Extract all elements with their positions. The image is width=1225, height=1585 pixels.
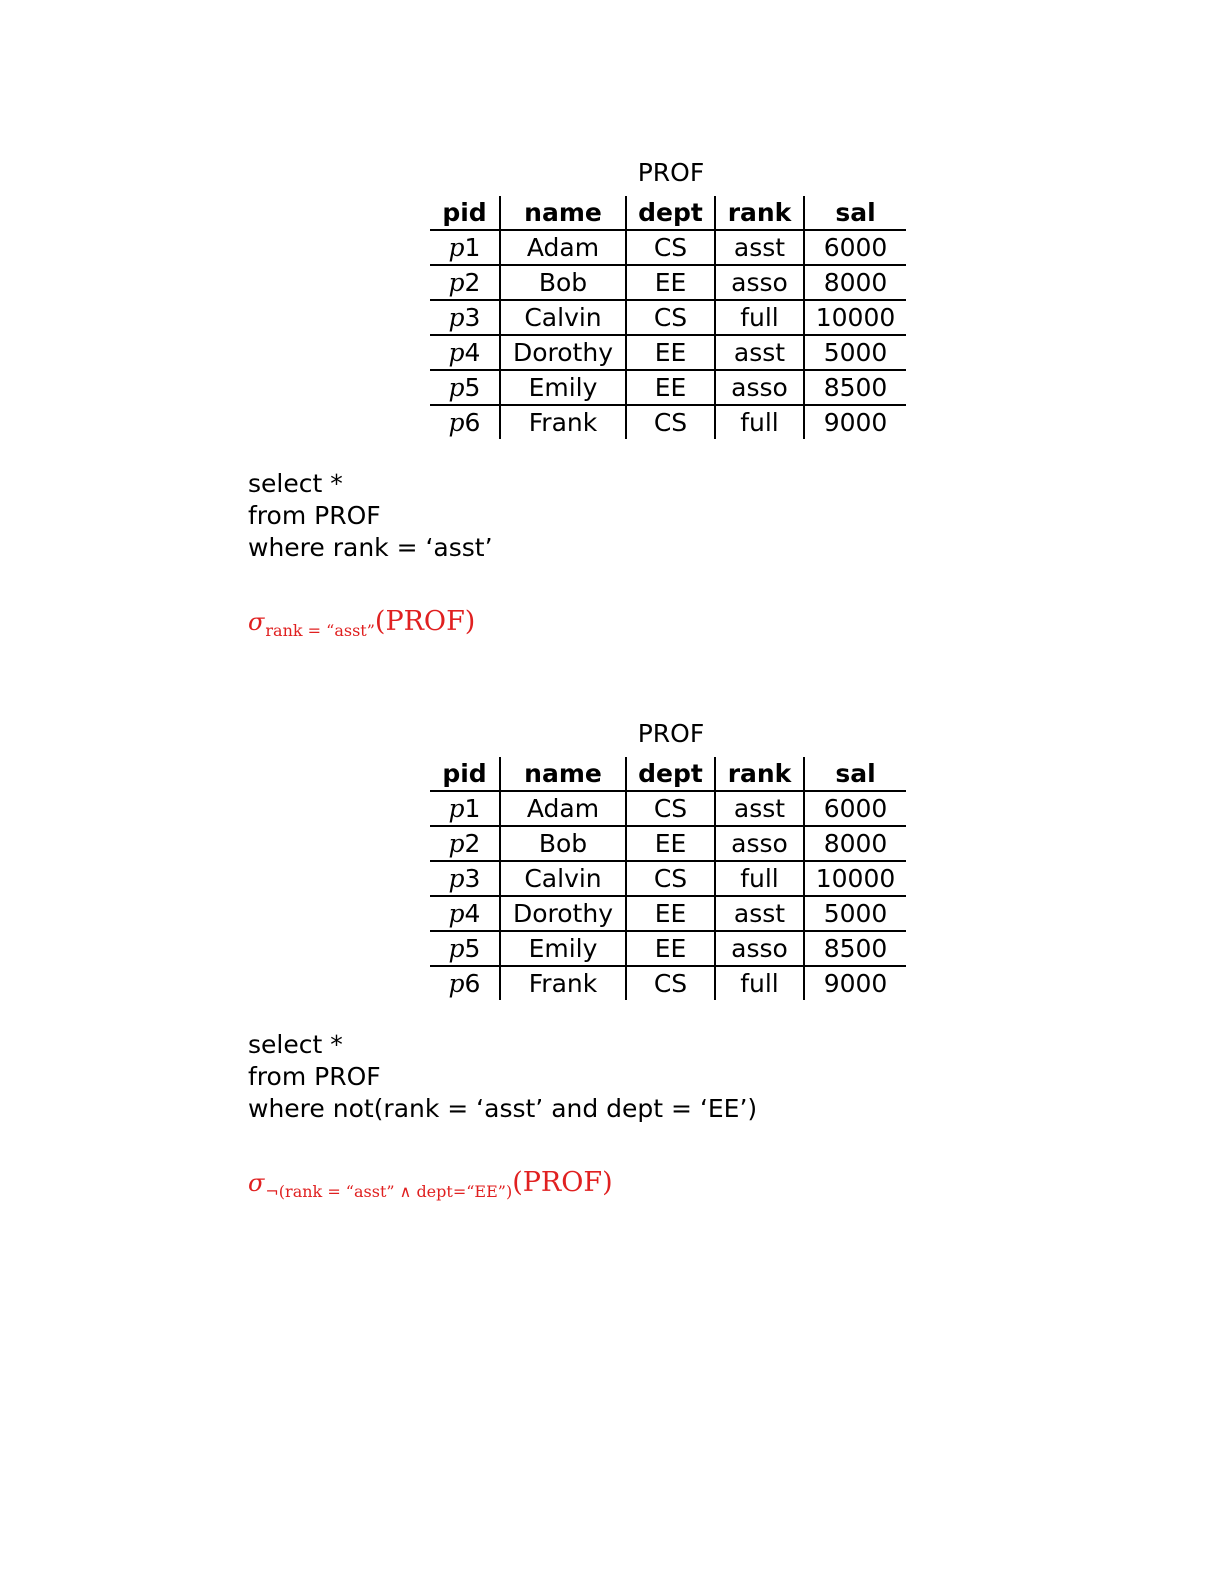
cell-name: Adam (500, 791, 626, 826)
pid-prefix: p (448, 233, 465, 262)
selection-condition: ¬(rank = “asst” ∧ dept=“EE”) (265, 1182, 513, 1201)
cell-rank: full (715, 405, 804, 439)
cell-name: Bob (500, 826, 626, 861)
pid-prefix: p (448, 864, 465, 893)
sigma-symbol: σ (248, 608, 265, 636)
cell-dept: CS (626, 791, 715, 826)
cell-dept: CS (626, 405, 715, 439)
table-body (430, 791, 906, 1000)
selection-condition: rank = “asst” (265, 621, 375, 640)
cell-pid: p4 (430, 335, 500, 370)
cell-name: Frank (500, 966, 626, 1000)
table-row (430, 826, 906, 861)
pid-prefix: p (448, 829, 465, 858)
sql-query (248, 468, 493, 564)
sql-line: from PROF (248, 501, 381, 530)
pid-prefix: p (448, 899, 465, 928)
cell-name: Dorothy (500, 335, 626, 370)
cell-rank: full (715, 861, 804, 896)
cell-name: Calvin (500, 861, 626, 896)
table-row (430, 300, 906, 335)
col-header-sal: sal (804, 196, 906, 230)
cell-rank: full (715, 300, 804, 335)
table-row (430, 966, 906, 1000)
cell-rank: asst (715, 335, 804, 370)
col-header-sal: sal (804, 757, 906, 791)
relational-algebra-expression (248, 1167, 613, 1201)
cell-dept: EE (626, 896, 715, 931)
table-header-row (430, 757, 906, 791)
col-header-pid: pid (430, 196, 500, 230)
cell-dept: CS (626, 861, 715, 896)
cell-dept: EE (626, 335, 715, 370)
col-header-name: name (500, 757, 626, 791)
cell-sal: 9000 (804, 966, 906, 1000)
sql-line: select * (248, 469, 343, 498)
cell-dept: EE (626, 931, 715, 966)
table-title: PROF (637, 158, 705, 187)
cell-dept: EE (626, 265, 715, 300)
cell-sal: 6000 (804, 230, 906, 265)
sigma-symbol: σ (248, 1169, 265, 1197)
cell-sal: 8500 (804, 931, 906, 966)
cell-rank: asso (715, 265, 804, 300)
relational-algebra-expression (248, 606, 476, 640)
sql-line: from PROF (248, 1062, 381, 1091)
pid-prefix: p (448, 338, 465, 367)
table-title: PROF (637, 719, 705, 748)
cell-name: Emily (500, 931, 626, 966)
prof-table (430, 757, 906, 1000)
cell-name: Adam (500, 230, 626, 265)
pid-prefix: p (448, 969, 465, 998)
cell-dept: CS (626, 966, 715, 1000)
cell-sal: 10000 (804, 300, 906, 335)
cell-sal: 8000 (804, 826, 906, 861)
cell-name: Calvin (500, 300, 626, 335)
cell-sal: 8000 (804, 265, 906, 300)
cell-dept: CS (626, 300, 715, 335)
pid-prefix: p (448, 373, 465, 402)
cell-sal: 5000 (804, 896, 906, 931)
col-header-dept: dept (626, 757, 715, 791)
cell-pid: p2 (430, 265, 500, 300)
sql-line: where not(rank = ‘asst’ and dept = ‘EE’) (248, 1094, 758, 1123)
table-row (430, 335, 906, 370)
cell-sal: 9000 (804, 405, 906, 439)
cell-name: Frank (500, 405, 626, 439)
cell-rank: asso (715, 931, 804, 966)
pid-prefix: p (448, 268, 465, 297)
pid-prefix: p (448, 794, 465, 823)
cell-pid: p2 (430, 826, 500, 861)
table-row (430, 265, 906, 300)
cell-rank: asst (715, 791, 804, 826)
cell-dept: EE (626, 370, 715, 405)
table-row (430, 370, 906, 405)
cell-sal: 5000 (804, 335, 906, 370)
cell-dept: CS (626, 230, 715, 265)
cell-rank: full (715, 966, 804, 1000)
cell-pid: p6 (430, 966, 500, 1000)
prof-table (430, 196, 906, 439)
col-header-rank: rank (715, 196, 804, 230)
pid-prefix: p (448, 303, 465, 332)
cell-pid: p5 (430, 370, 500, 405)
pid-prefix: p (448, 934, 465, 963)
cell-dept: EE (626, 826, 715, 861)
table-row (430, 230, 906, 265)
col-header-rank: rank (715, 757, 804, 791)
cell-pid: p3 (430, 300, 500, 335)
col-header-dept: dept (626, 196, 715, 230)
cell-pid: p1 (448, 233, 481, 262)
table-body (430, 230, 906, 439)
table-header-row (430, 196, 906, 230)
cell-sal: 8500 (804, 370, 906, 405)
cell-pid: p3 (430, 861, 500, 896)
table-row (430, 931, 906, 966)
cell-pid: p6 (430, 405, 500, 439)
relation-argument: (PROF) (512, 1167, 613, 1198)
cell-rank: asso (715, 370, 804, 405)
cell-name: Bob (500, 265, 626, 300)
col-header-name: name (500, 196, 626, 230)
cell-pid: p4 (430, 896, 500, 931)
cell-rank: asso (715, 826, 804, 861)
sql-line: where rank = ‘asst’ (248, 533, 493, 562)
cell-rank: asst (715, 230, 804, 265)
col-header-pid: pid (430, 757, 500, 791)
table-row (430, 405, 906, 439)
table-row (430, 896, 906, 931)
sql-line: select * (248, 1030, 343, 1059)
cell-sal: 10000 (804, 861, 906, 896)
cell-sal: 6000 (804, 791, 906, 826)
cell-rank: asst (715, 896, 804, 931)
relation-argument: (PROF) (374, 606, 476, 637)
table-row (430, 791, 906, 826)
cell-name: Emily (500, 370, 626, 405)
cell-pid: p1 (448, 794, 481, 823)
cell-name: Dorothy (500, 896, 626, 931)
pid-prefix: p (448, 408, 465, 437)
table-row (430, 861, 906, 896)
cell-pid: p5 (430, 931, 500, 966)
sql-query (248, 1029, 757, 1125)
